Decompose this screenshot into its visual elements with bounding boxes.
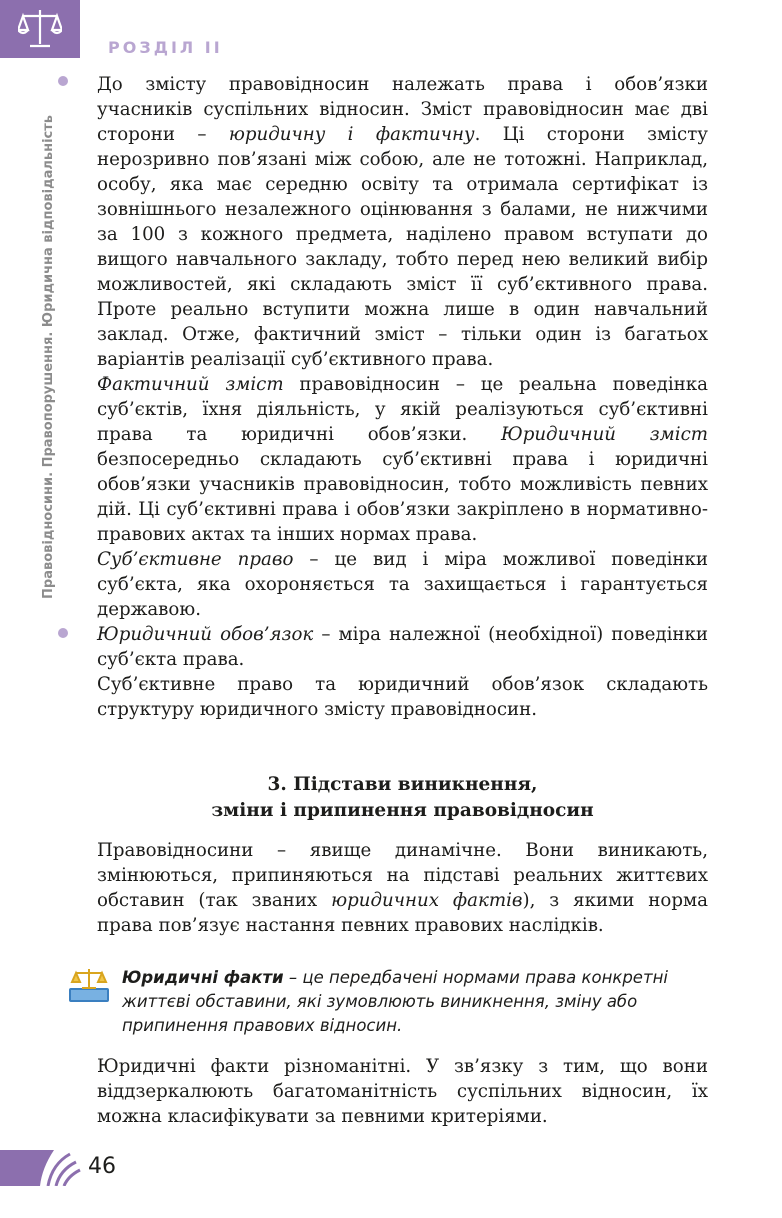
definition-term: Юридичні факти bbox=[122, 968, 284, 987]
paragraph-4 bbox=[97, 622, 708, 672]
italic-term: Суб’єктивне право bbox=[97, 549, 294, 570]
main-text bbox=[97, 72, 708, 938]
section-heading-line-2: зміни і припинення правовідносин bbox=[211, 800, 594, 821]
footer-arc-icon bbox=[40, 1150, 82, 1186]
side-title-text: Правовідносини. Правопорушення. Юридична відповідальність bbox=[41, 115, 56, 599]
section-label: РОЗДІЛ II bbox=[108, 38, 223, 57]
italic-term: Юридичний зміст bbox=[500, 424, 708, 445]
italic-term: юридичну і фактичну bbox=[228, 124, 475, 145]
decor-dot bbox=[58, 628, 68, 638]
paragraph-3 bbox=[97, 547, 708, 622]
closing-text bbox=[97, 1054, 708, 1129]
text-run: безпосередньо складають суб’єктивні права і юридичні обов’язки учасників правовідносин, тобто можливість певних дій. Ці суб’єктивні права і обов’язки закріплено в нормативно-правових актах та інших нормах права. bbox=[97, 449, 708, 545]
text-run: Суб’єктивне право та юридичний обов’язок складають структуру юридичного змісту правовідносин. bbox=[97, 674, 708, 720]
side-running-title bbox=[41, 72, 76, 642]
scales-icon bbox=[18, 6, 62, 52]
italic-term: Фактичний зміст bbox=[97, 374, 284, 395]
text-run: правовідносин – це реальна поведінка суб’єктів, їхня діяльність, у якій реалізуються суб’єктивні права та юридичні обов’язки. bbox=[97, 374, 708, 445]
paragraph-6 bbox=[97, 838, 708, 938]
decor-dot bbox=[58, 76, 68, 86]
text-run: Правовідносини – явище динамічне. Вони виникають, змінюються, припиняються на підставі реальних життєвих обставин (так званих bbox=[97, 840, 708, 911]
section-heading-line-1: 3. Підстави виникнення, bbox=[267, 774, 538, 795]
italic-term: юридичних фактів bbox=[331, 890, 523, 911]
header-badge bbox=[0, 0, 80, 58]
italic-term: Юридичний обов’язок bbox=[97, 624, 314, 645]
scales-book-icon bbox=[67, 966, 111, 1006]
paragraph-5 bbox=[97, 672, 708, 722]
paragraph-2 bbox=[97, 372, 708, 547]
text-run: – міра належної (необхідної) поведінки суб’єкта права. bbox=[97, 624, 708, 670]
text-run: . Ці сторони змісту нерозривно пов’язані між собою, але не тотожні. Наприклад, особу, яка має середню освіту та отримала сертифікат із зовнішнього незалежного оцінювання з балами, не нижчими за 100 з кожного предмета, наділено правом вступати до вищого навчального закладу, тобто перед нею великий вибір можливостей, які складають зміст її суб’єктивного права. Проте реально вступити можна лише в один навчальний заклад. Отже, фактичний зміст – тільки один із багатьох варіантів реалізації суб’єктивного права. bbox=[97, 124, 708, 370]
paragraph-1 bbox=[97, 72, 708, 372]
text-run: – це вид і міра можливої поведінки суб’єкта, яка охороняється та захищається і гарантується державою. bbox=[97, 549, 708, 620]
page-number: 46 bbox=[88, 1154, 116, 1179]
text-run: До змісту правовідносин належать права і обов’язки учасників суспільних відносин. Зміст правовідносин має дві сторони – bbox=[97, 74, 708, 145]
text-run: ), з якими норма права пов’язує настання певних правових наслідків. bbox=[97, 890, 708, 936]
definition-text bbox=[122, 966, 708, 1038]
paragraph-7: Юридичні факти різноманітні. У зв’язку з тим, що вони віддзеркалюють багатоманітність суспільних відносин, їх можна класифікувати за певними критеріями. bbox=[97, 1056, 708, 1127]
definition-body: – це передбачені нормами права конкретні життєві обставини, які зумовлюють виникнення, зміну або припинення правових відносин. bbox=[122, 968, 668, 1035]
